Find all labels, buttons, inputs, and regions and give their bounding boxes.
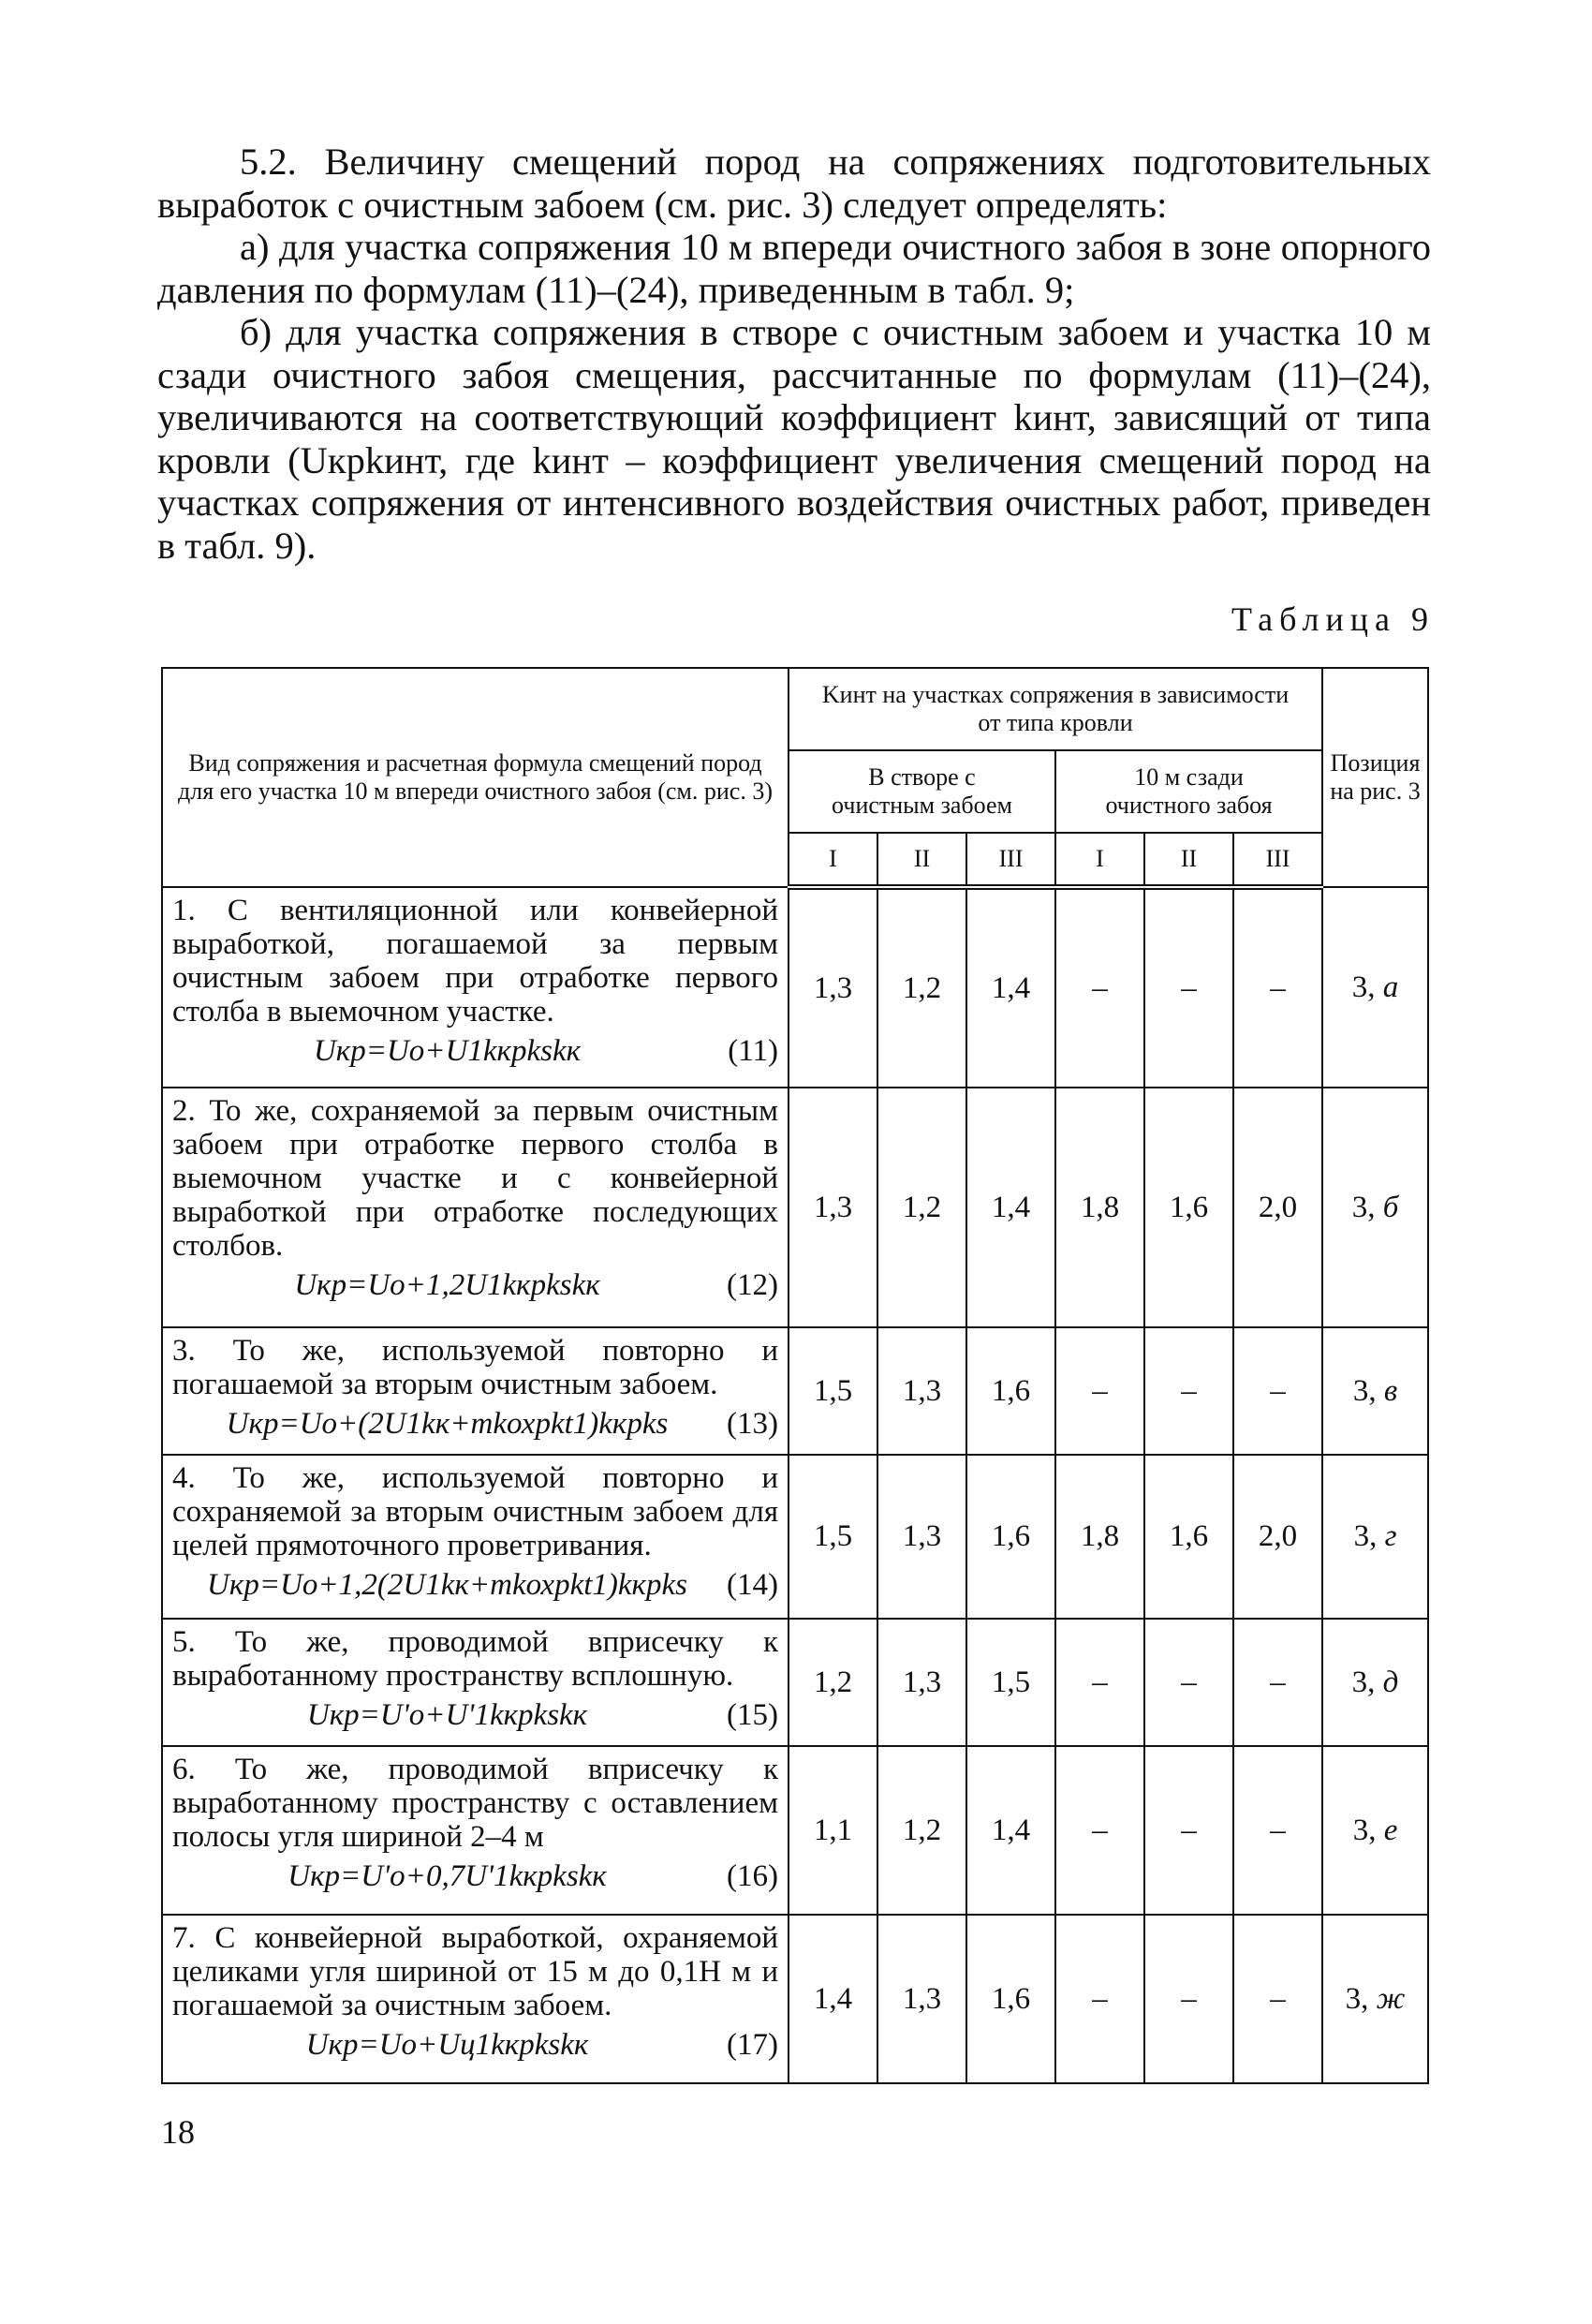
table-row bbox=[162, 1619, 1428, 1746]
position-number: 3, bbox=[1352, 1813, 1377, 1847]
kint-value: 1,4 bbox=[966, 1088, 1055, 1327]
header-roof-type: II bbox=[1144, 833, 1233, 887]
coefficient-table bbox=[161, 667, 1429, 2084]
kint-value: 1,2 bbox=[877, 887, 966, 1088]
table-row bbox=[162, 887, 1428, 1088]
paragraph-b: б) для участка сопряжения в створе с очистным забоем и участка 10 м сзади очистного забоя смещения, рассчитанные по формулам (11)–(24), увеличиваются на соответствующий коэффициент kинт, зависящий от типа кровли (Uкрkинт, где kинт – коэффициент увеличения смещений пород на участках сопряжения от интенсивного воздействия очистных работ, приведен в табл. 9). bbox=[157, 311, 1431, 567]
kint-value: – bbox=[1233, 887, 1322, 1088]
kint-value: – bbox=[1233, 1327, 1322, 1455]
kint-value: – bbox=[1144, 1746, 1233, 1915]
formula-number: (14) bbox=[727, 1568, 778, 1602]
table-row bbox=[162, 1455, 1428, 1619]
kint-value: 2,0 bbox=[1233, 1088, 1322, 1327]
header-roof-type: III bbox=[966, 833, 1055, 887]
formula-expression: Uкр=Uо+Uц1kкрkskк bbox=[305, 2028, 589, 2062]
formula bbox=[172, 1698, 778, 1732]
row-description bbox=[162, 887, 789, 1088]
header-back-zone: 10 м сзади очистного забоя bbox=[1055, 750, 1322, 833]
kint-value: – bbox=[1055, 1619, 1144, 1746]
kint-value: – bbox=[1144, 1915, 1233, 2083]
kint-value: 1,3 bbox=[789, 887, 877, 1088]
table-row bbox=[162, 1915, 1428, 2083]
paragraph-a: а) для участка сопряжения 10 м впереди очистного забоя в зоне опорного давления по формулам (11)–(24), приведенным в табл. 9; bbox=[157, 226, 1431, 311]
formula bbox=[172, 1034, 778, 1068]
kint-value: 1,8 bbox=[1055, 1455, 1144, 1619]
formula-expression: Uкр=Uо+U1kкрkskк bbox=[313, 1034, 582, 1068]
position-letter: в bbox=[1383, 1373, 1398, 1408]
row-text: 4. То же, используемой повторно и сохраняемой за вторым очистным забоем для целей прямоточного проветривания. bbox=[172, 1461, 778, 1562]
formula-expression: Uкр=Uо+1,2(2U1kк+mkохрkt1)kкрks bbox=[207, 1568, 687, 1602]
header-roof-type: I bbox=[1055, 833, 1144, 887]
formula-number: (11) bbox=[728, 1034, 778, 1068]
header-roof-type: II bbox=[877, 833, 966, 887]
position-letter: б bbox=[1382, 1190, 1399, 1224]
kint-value: 1,4 bbox=[789, 1915, 877, 2083]
formula-number: (17) bbox=[727, 2028, 778, 2062]
kint-value: 1,4 bbox=[966, 1746, 1055, 1915]
position-number: 3, bbox=[1353, 1519, 1378, 1553]
kint-value: – bbox=[1055, 887, 1144, 1088]
kint-value: – bbox=[1055, 1746, 1144, 1915]
kint-value: 2,0 bbox=[1233, 1455, 1322, 1619]
figure-position bbox=[1322, 1619, 1428, 1746]
kint-value: 1,2 bbox=[877, 1746, 966, 1915]
position-number: 3, bbox=[1351, 1190, 1376, 1224]
position-number: 3, bbox=[1351, 1665, 1376, 1699]
figure-position bbox=[1322, 1455, 1428, 1619]
kint-value: 1,6 bbox=[966, 1455, 1055, 1619]
header-kint-group: Kинт на участках сопряжения в зависимости от типа кровли bbox=[789, 668, 1322, 750]
kint-value: 1,3 bbox=[789, 1088, 877, 1327]
figure-position bbox=[1322, 1915, 1428, 2083]
position-letter: д bbox=[1382, 1665, 1399, 1699]
row-description bbox=[162, 1088, 789, 1327]
formula-expression: Uкр=Uо+1,2U1kкрkskк bbox=[294, 1268, 600, 1302]
table-row bbox=[162, 1746, 1428, 1915]
paragraph-5-2: 5.2. Величину смещений пород на сопряжениях подготовительных выработок с очистным забоем (см. рис. 3) следует определять: bbox=[157, 141, 1431, 226]
kint-value: – bbox=[1233, 1619, 1322, 1746]
row-text: 7. С конвейерной выработкой, охраняемой целиками угля шириной от 15 м до 0,1H м и погашаемой за очистным забоем. bbox=[172, 1921, 778, 2022]
kint-value: 1,6 bbox=[966, 1327, 1055, 1455]
kint-value: – bbox=[1144, 1327, 1233, 1455]
kint-value: – bbox=[1055, 1915, 1144, 2083]
formula bbox=[172, 1568, 778, 1602]
position-number: 3, bbox=[1351, 970, 1376, 1004]
kint-value: 1,8 bbox=[1055, 1088, 1144, 1327]
kint-value: 1,6 bbox=[1144, 1088, 1233, 1327]
kint-value: 1,5 bbox=[789, 1455, 877, 1619]
row-text: 6. То же, проводимой вприсечку к выработанному пространству с оставлением полосы угля шириной 2–4 м bbox=[172, 1753, 778, 1854]
table-row bbox=[162, 1088, 1428, 1327]
position-number: 3, bbox=[1345, 1981, 1369, 2016]
kint-value: 1,3 bbox=[877, 1915, 966, 2083]
header-roof-type: I bbox=[789, 833, 877, 887]
body-text bbox=[157, 141, 1431, 567]
formula bbox=[172, 1407, 778, 1441]
row-text: 3. То же, используемой повторно и погашаемой за вторым очистным забоем. bbox=[172, 1334, 778, 1401]
header-front-zone: В створе с очистным забоем bbox=[789, 750, 1055, 833]
kint-value: – bbox=[1233, 1915, 1322, 2083]
kint-value: 1,3 bbox=[877, 1327, 966, 1455]
position-letter: е bbox=[1383, 1813, 1398, 1847]
formula bbox=[172, 1268, 778, 1302]
table-row bbox=[162, 1327, 1428, 1455]
kint-value: 1,1 bbox=[789, 1746, 877, 1915]
figure-position bbox=[1322, 1088, 1428, 1327]
header-position: Позиция на рис. 3 bbox=[1322, 668, 1428, 887]
row-text: 1. С вентиляционной или конвейерной выработкой, погашаемой за первым очистным забоем при отработке первого столба в выемочном участке. bbox=[172, 894, 778, 1029]
kint-value: – bbox=[1144, 1619, 1233, 1746]
formula bbox=[172, 1859, 778, 1893]
row-description bbox=[162, 1619, 789, 1746]
figure-position bbox=[1322, 887, 1428, 1088]
page-number: 18 bbox=[161, 2113, 195, 2151]
position-number: 3, bbox=[1352, 1373, 1377, 1408]
kint-value: 1,5 bbox=[789, 1327, 877, 1455]
kint-value: – bbox=[1055, 1327, 1144, 1455]
position-letter: а bbox=[1382, 970, 1399, 1004]
kint-value: 1,3 bbox=[877, 1619, 966, 1746]
formula-expression: Uкр=Uо+(2U1kк+mkохрkt1)kкрks bbox=[226, 1407, 669, 1441]
formula bbox=[172, 2028, 778, 2062]
kint-value: 1,2 bbox=[877, 1088, 966, 1327]
position-letter: г bbox=[1384, 1519, 1397, 1553]
table-caption: Таблица 9 bbox=[1231, 600, 1435, 638]
formula-expression: Uкр=U'о+0,7U'1kкрkskк bbox=[287, 1859, 607, 1893]
header-roof-type: III bbox=[1233, 833, 1322, 887]
row-description bbox=[162, 1327, 789, 1455]
kint-value: 1,2 bbox=[789, 1619, 877, 1746]
figure-position bbox=[1322, 1327, 1428, 1455]
position-letter: ж bbox=[1376, 1981, 1406, 2016]
kint-value: 1,6 bbox=[1144, 1455, 1233, 1619]
figure-position bbox=[1322, 1746, 1428, 1915]
kint-value: 1,6 bbox=[966, 1915, 1055, 2083]
row-description bbox=[162, 1915, 789, 2083]
kint-value: – bbox=[1144, 887, 1233, 1088]
formula-number: (12) bbox=[727, 1268, 778, 1302]
formula-number: (13) bbox=[727, 1407, 778, 1441]
row-description bbox=[162, 1455, 789, 1619]
row-text: 2. То же, сохраняемой за первым очистным забоем при отработке первого столба в выемочном участке и с конвейерной выработкой при отработке последующих столбов. bbox=[172, 1094, 778, 1263]
row-description bbox=[162, 1746, 789, 1915]
formula-number: (15) bbox=[727, 1698, 778, 1732]
formula-expression: Uкр=U'о+U'1kкрkskк bbox=[306, 1698, 588, 1732]
kint-value: 1,3 bbox=[877, 1455, 966, 1619]
kint-value: – bbox=[1233, 1746, 1322, 1915]
kint-value: 1,5 bbox=[966, 1619, 1055, 1746]
row-text: 5. То же, проводимой вприсечку к выработанному пространству всплошную. bbox=[172, 1625, 778, 1693]
formula-number: (16) bbox=[727, 1859, 778, 1893]
header-col-description: Вид сопряжения и расчетная формула смещений пород для его участка 10 м впереди очистного забоя (см. рис. 3) bbox=[162, 668, 789, 887]
kint-value: 1,4 bbox=[966, 887, 1055, 1088]
